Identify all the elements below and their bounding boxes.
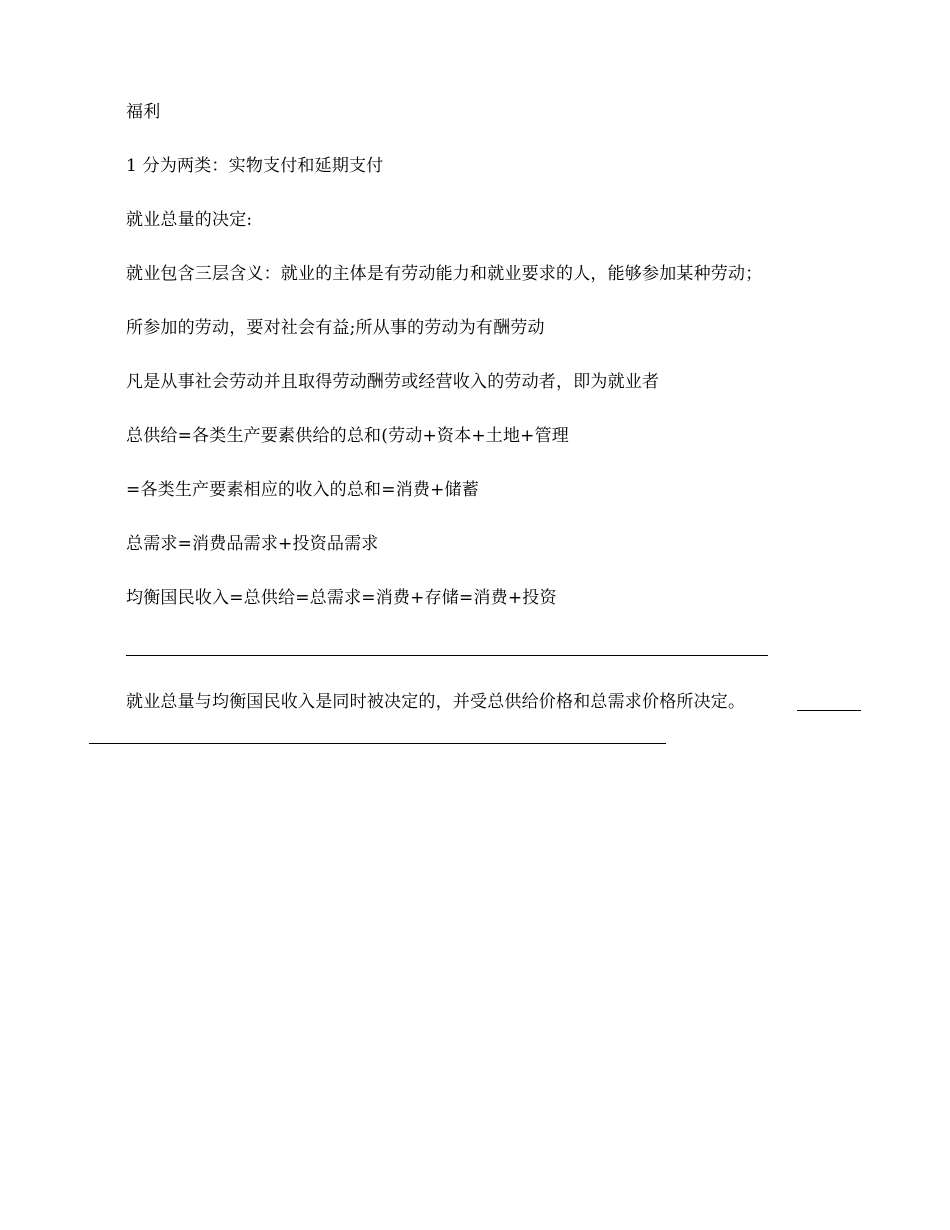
paragraph-welfare-heading: 福利 xyxy=(126,102,161,122)
paragraph-employment-meaning: 就业包含三层含义：就业的主体是有劳动能力和就业要求的人，能够参加某种劳动； xyxy=(126,264,763,284)
paragraph-aggregate-demand: 总需求=消费品需求+投资品需求 xyxy=(126,534,379,554)
blank-line-end xyxy=(797,710,861,711)
separator-rule xyxy=(126,655,768,656)
paragraph-labor-conditions: 所参加的劳动，要对社会有益;所从事的劳动为有酬劳动 xyxy=(126,318,545,338)
paragraph-payment-types: 1 分为两类：实物支付和延期支付 xyxy=(126,156,384,176)
paragraph-aggregate-supply: 总供给=各类生产要素供给的总和(劳动+资本+土地+管理 xyxy=(126,426,570,446)
paragraph-equilibrium-income: 均衡国民收入=总供给=总需求=消费+存储=消费+投资 xyxy=(126,588,557,608)
paragraph-income-sum: =各类生产要素相应的收入的总和=消费+储蓄 xyxy=(126,480,479,500)
paragraph-closing: 就业总量与均衡国民收入是同时被决定的，并受总供给价格和总需求价格所决定。 xyxy=(126,692,746,712)
paragraph-employment-total-heading: 就业总量的决定: xyxy=(126,210,253,230)
blank-line-continuation xyxy=(89,743,666,744)
paragraph-employed-definition: 凡是从事社会劳动并且取得劳动酬劳或经营收入的劳动者，即为就业者 xyxy=(126,372,660,392)
